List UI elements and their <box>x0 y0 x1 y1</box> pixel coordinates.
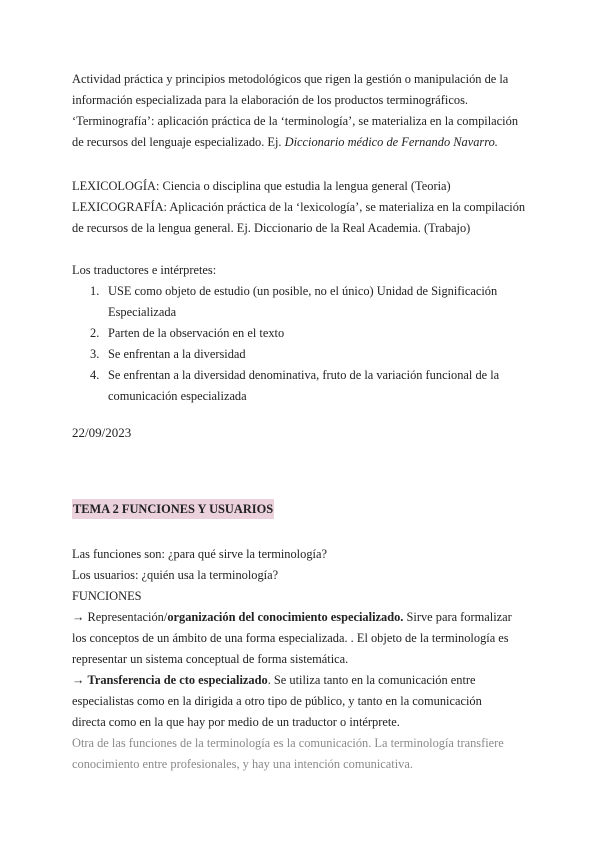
text-span: de recursos del lenguaje especializado. Ej. <box>72 135 285 149</box>
text-span: . Se utiliza tanto en la comunicación entre <box>267 673 476 687</box>
text-line: Se enfrentan a la diversidad denominativa, fruto de la variación funcional de la <box>108 368 500 382</box>
text-line: especialistas como en la dirigida a otro tipo de público, y tanto en la comunicación <box>72 694 482 708</box>
text-line <box>72 607 532 628</box>
text-line: LEXICOGRAFÍA: Aplicación práctica de la ‘lexicología’, se materializa en la compilación <box>72 200 526 214</box>
grey-note-line: Otra de las funciones de la terminología es la comunicación. La terminología transfiere <box>72 736 504 750</box>
text-line: Se enfrentan a la diversidad <box>108 347 246 361</box>
list-number: 1. <box>90 284 100 298</box>
text-line: de recursos de la lengua general. Ej. Diccionario de la Real Academia. (Trabajo) <box>72 221 471 235</box>
text-line: comunicación especializada <box>108 389 247 403</box>
translators-intro <box>72 260 532 281</box>
text-line: Las funciones son: ¿para qué sirve la terminología? <box>72 547 327 561</box>
text-line: representar un sistema conceptual de forma sistemática. <box>72 652 349 666</box>
text-line: Los usuarios: ¿quién usa la terminología? <box>72 568 279 582</box>
list-item <box>72 365 542 407</box>
text-line: información especializada para la elaboración de los productos terminográficos. <box>72 93 468 107</box>
bold-text: Transferencia de cto especializado <box>87 673 268 687</box>
list-number: 2. <box>90 326 100 340</box>
functions-label: FUNCIONES <box>72 589 142 603</box>
translators-list <box>72 281 542 407</box>
date-label: 22/09/2023 <box>72 425 132 440</box>
list-number: 3. <box>90 347 100 361</box>
text-line: Especializada <box>108 305 177 319</box>
bold-text: organización del conocimiento especializado. <box>167 610 404 624</box>
list-number: 4. <box>90 368 100 382</box>
lexicologia-paragraph <box>72 176 532 239</box>
section-heading: TEMA 2 FUNCIONES Y USUARIOS <box>72 499 274 519</box>
text-line: Actividad práctica y principios metodológicos que rigen la gestión o manipulación de la <box>72 72 509 86</box>
italic-example: Diccionario médico de Fernando Navarro. <box>284 135 498 149</box>
text-line: directa como en la que hay por medio de un traductor o intérprete. <box>72 715 400 729</box>
text-line: ‘Terminografía’: aplicación práctica de la ‘terminología’, se materializa en la compilación <box>72 114 519 128</box>
text-line <box>72 670 532 691</box>
text-line <box>72 132 532 153</box>
arrow-text: → Representación/ <box>72 610 168 624</box>
text-line: Parten de la observación en el texto <box>108 326 285 340</box>
list-item <box>72 344 542 365</box>
text-line: Los traductores e intérpretes: <box>72 263 217 277</box>
list-item <box>72 281 542 323</box>
text-line: los conceptos de un ámbito de una forma especializada. . El objeto de la terminología es <box>72 631 509 645</box>
text-span: Sirve para formalizar <box>403 610 512 624</box>
arrow-text: → <box>72 673 88 687</box>
functions-section <box>72 544 532 775</box>
grey-note-line: conocimiento entre profesionales, y hay una intención comunicativa. <box>72 757 413 771</box>
terminografia-paragraph <box>72 69 532 153</box>
text-line: USE como objeto de estudio (un posible, no el único) Unidad de Significación <box>108 284 498 298</box>
list-item <box>72 323 542 344</box>
text-line: LEXICOLOGÍA: Ciencia o disciplina que estudia la lengua general (Teoria) <box>72 179 451 193</box>
